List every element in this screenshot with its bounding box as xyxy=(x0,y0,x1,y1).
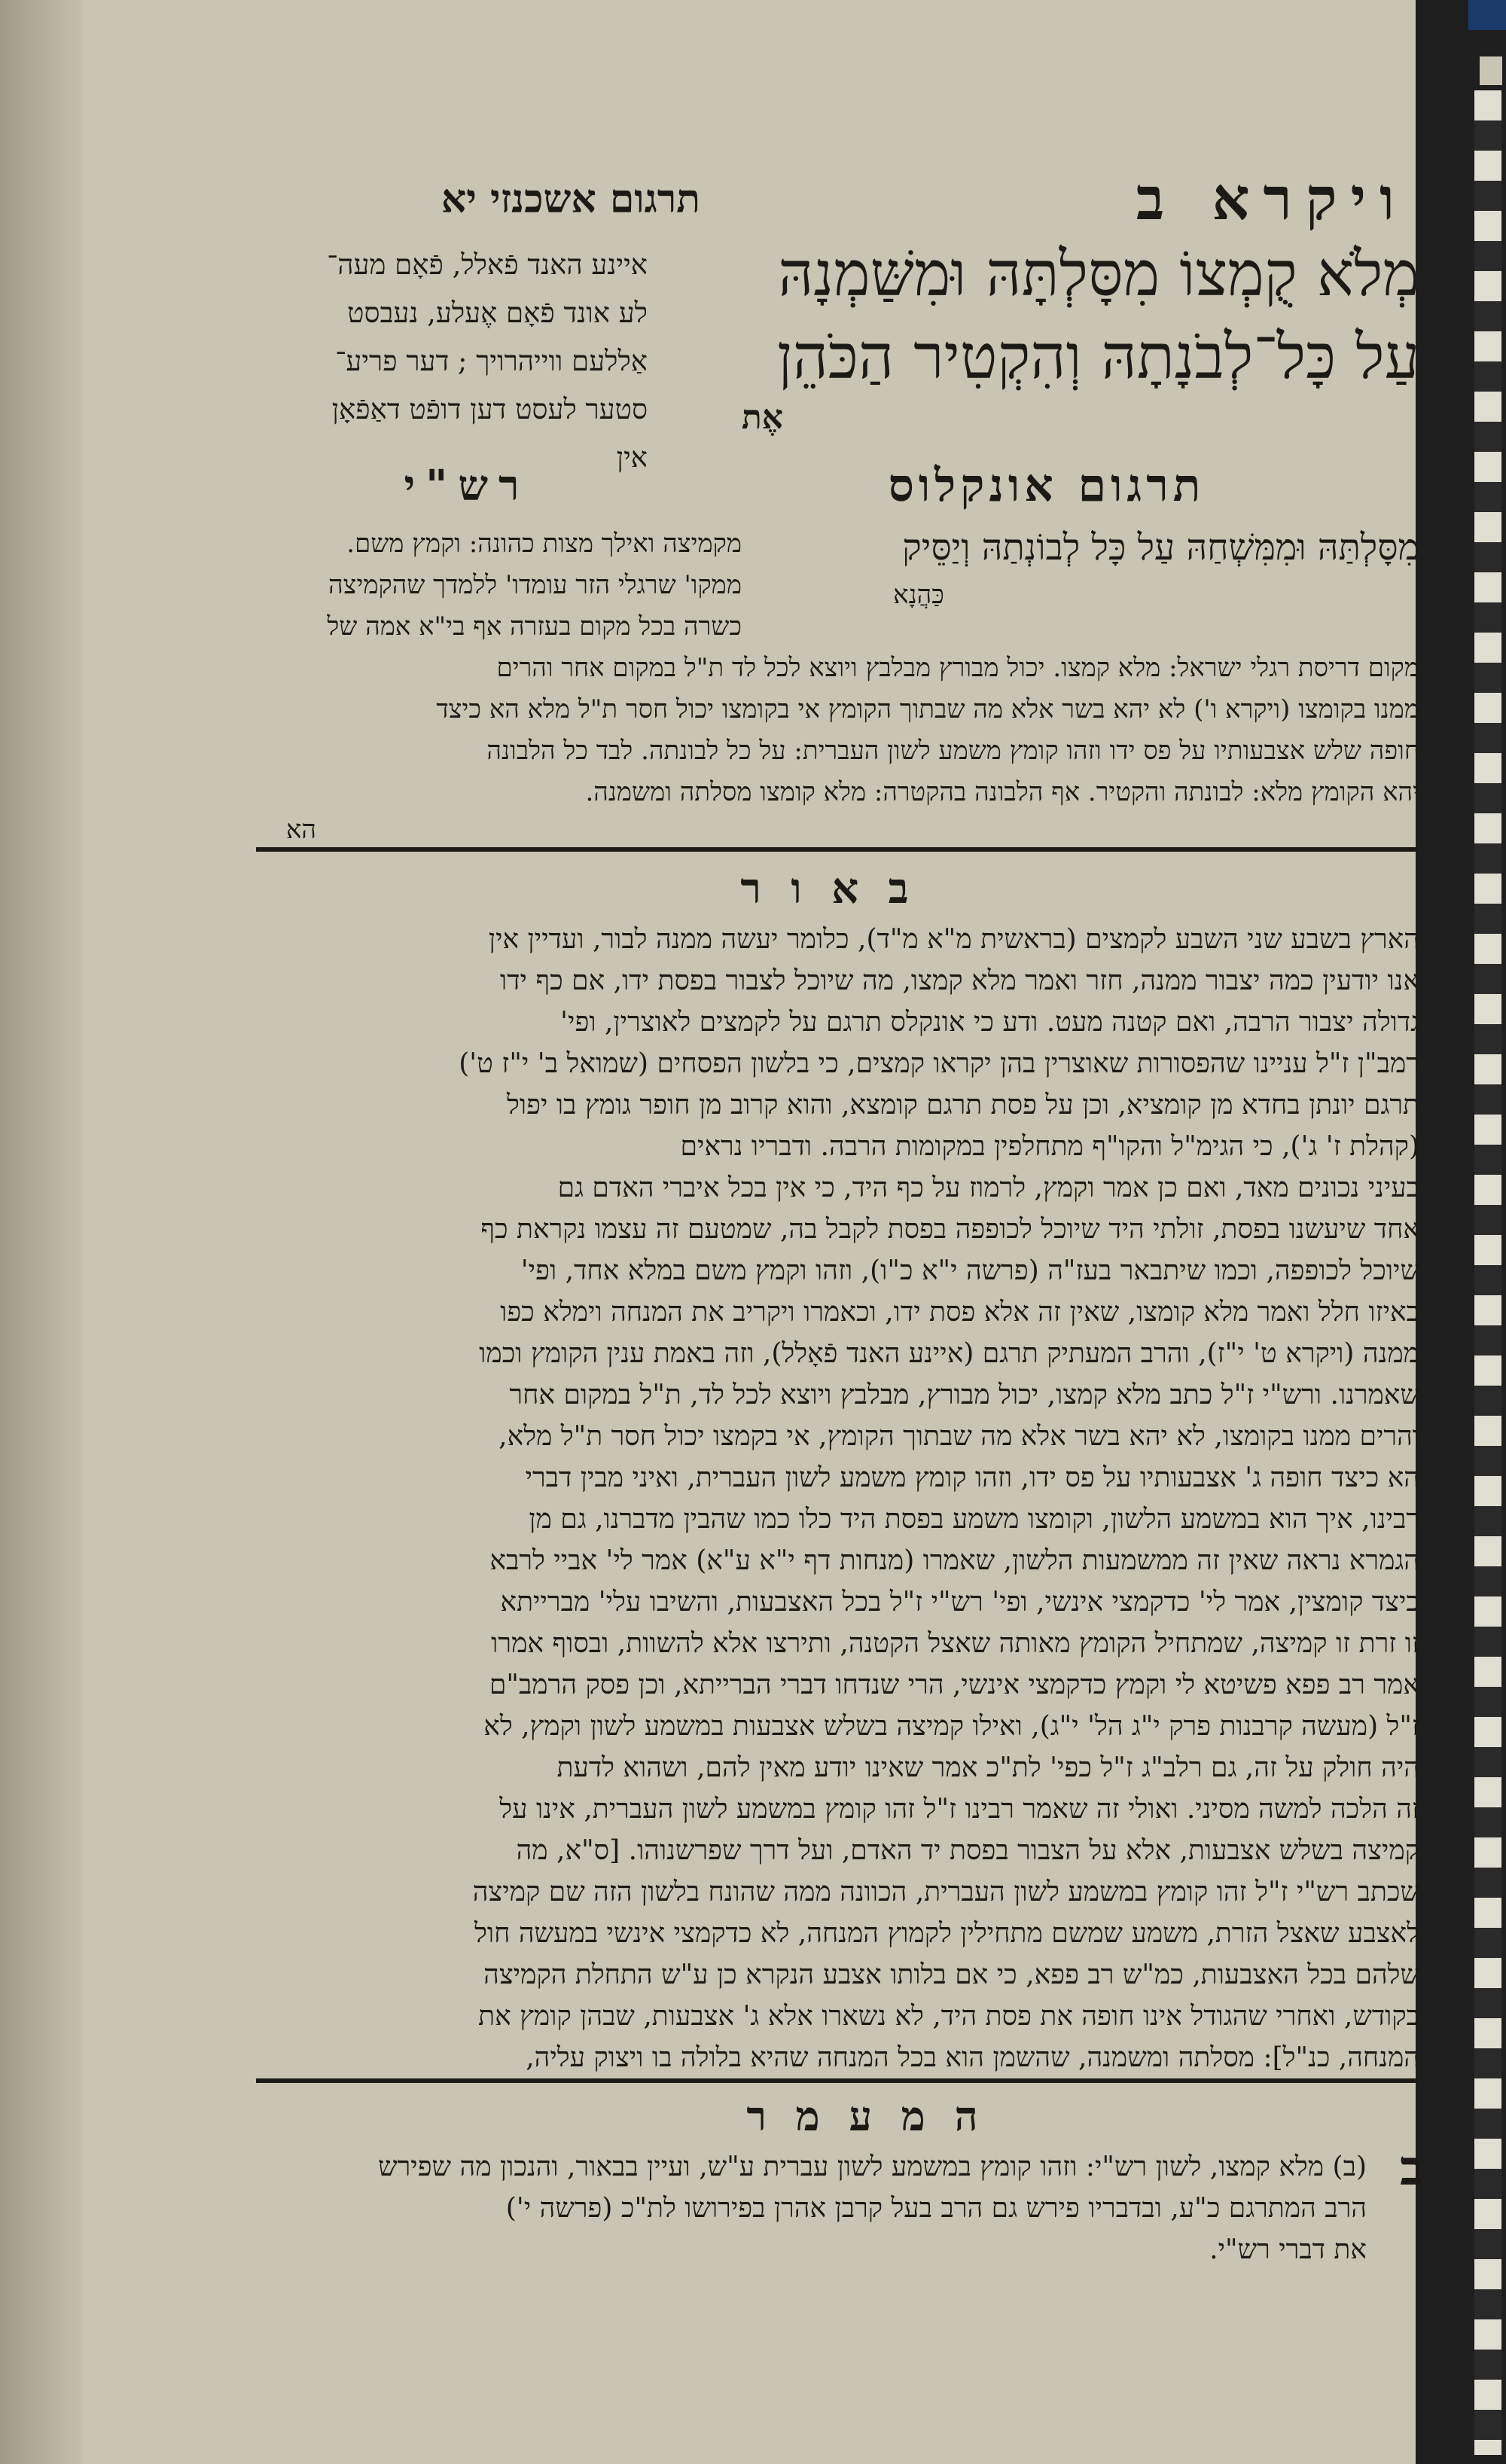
hameamer-title: ה מ ע מ ר xyxy=(746,2092,986,2140)
biur-line: ממנה (ויקרא ט' י"ז), והרב המעתיק תרגם (איינע האנד פֿאָלל), וזה באמת ענין הקומץ וכמו xyxy=(479,1338,1419,1369)
rashi-line: מקמיצה ואילך מצות כהונה: וקמץ משם. xyxy=(346,529,742,559)
book-title: ויקרא ב xyxy=(1136,165,1408,233)
german-line: אַללעם ווייהרויך ; דער פריע־ xyxy=(335,345,648,377)
rashi-title: רש"י xyxy=(404,461,530,511)
divider-rule xyxy=(256,847,1419,852)
pasuk-line-1: מְלֹא קֻמְצוֹ מִסָּלְתָּהּ וּמִשַּׁמְנָהּ xyxy=(778,239,1419,310)
rashi-line: ממקו' שרגלי הזר עומדו' ללמדך שהקמיצה xyxy=(328,570,742,600)
biur-line: שכתב רש"י ז"ל זהו קומץ במשמע לשון העברית, הכוונה ממה שהונח בלשון הזה שם קמיצה xyxy=(472,1877,1419,1907)
biur-commentary xyxy=(241,919,1419,2078)
onkelos-line-2: כַּהֲנָא xyxy=(893,580,944,610)
german-translation-title: תרגום אשכנזי יא xyxy=(441,176,700,222)
onkelos-title: תרגום אונקלוס xyxy=(888,459,1206,512)
biur-line: זו זרת זו קמיצה, שמתחיל הקומץ מאותה שאצל הקטנה, ותירצו אלא להשוות, ובסוף אמרו xyxy=(491,1628,1419,1659)
biur-line: ז"ל (מעשה קרבנות פרק י"ג הל' י"ג), ואילו קמיצה בשלש אצבעות במשמע לשון וקמץ, לא xyxy=(483,1711,1419,1742)
hameamer-line: את דברי רש"י. xyxy=(1209,2234,1367,2265)
rashi-line: חופה שלש אצבעותיו על פס ידו וזהו קומץ משמע לשון העברית: על כל לבונתה. לבד כל הלבונה xyxy=(486,736,1419,766)
biur-line: באיזו חלל ואמר מלא קומצו, שאין זה אלא פסת ידו, וכאמרו ויקריב את המנחה וימלא כפו xyxy=(500,1297,1419,1328)
biur-line: בקודש, ואחרי שהגודל אינו חופה את פסת היד, לא נשארו אלא ג' אצבעות, שבהן קומץ את xyxy=(478,2001,1419,2032)
biur-line: לאצבע שאצל הזרת, משמע שמשם מתחילין לקמוץ המנחה, לא כדקמצי אינשי במעשה חול xyxy=(474,1918,1419,1949)
german-line: סטער לעסט דען דופֿט דאַפֿאָן xyxy=(331,393,648,425)
color-calibration-tab xyxy=(1468,0,1506,30)
biur-line: אחד שיעשנו בפסת, זולתי היד שיוכל לכופפה בפסת לקבל בה, שמטעם זה עצמו נקראת כף xyxy=(480,1214,1419,1245)
pasuk-catchword: אֶת xyxy=(741,398,783,437)
german-line: אין xyxy=(616,441,648,474)
biur-line: בעיני נכונים מאד, ואם כן אמר וקמץ, לרמוז על כף היד, כי אין בכל איברי האדם גם xyxy=(557,1173,1419,1203)
biur-line: הא כיצד חופה ג' אצבעותיו על פס ידו, וזהו קומץ משמע לשון העברית, ואיני מבין דברי xyxy=(525,1462,1419,1493)
biur-line: (קהלת ז' ג'), כי הגימ"ל והקו"ף מתחלפין במקומות הרבה. ודבריו נראים xyxy=(680,1131,1419,1162)
rashi-line: כשרה בכל מקום בעזרה אף בי"א אמה של xyxy=(327,611,742,642)
rashi-line: ממנו בקומצו (ויקרא ו') לא יהא בשר אלא מה שבתוך הקומץ אי בקומצו יכול חסר ת"ל מלא הא כיצד xyxy=(436,694,1419,724)
rashi-line: מקום דריסת רגלי ישראל: מלא קמצו. יכול מבורץ מבלבץ ויוצא לכל לד ת"ל במקום אחר והרים xyxy=(496,653,1419,683)
biur-line: שאמרנו. ורש"י ז"ל כתב מלא קמצו, יכול מבורץ, מבלבץ ויוצא לכל לד, ת"ל במקום אחר xyxy=(509,1380,1419,1410)
biur-line: היה חולק על זה, גם רלב"ג ז"ל כפי' לת"כ אמר שאינו יודע מאין להם, ושהוא לדעת xyxy=(556,1752,1419,1783)
biur-line: המנחה, כנ"ל]: מסלתה ומשמנה, שהשמן הוא בכל המנחה שהיא בלולה בו ויצוק עליה, xyxy=(526,2042,1419,2073)
page-gutter xyxy=(0,0,83,2464)
biur-line: הגמרא נראה שאין זה ממשמעות הלשון, שאמרו (מנחות דף י"א ע"א) אמר לי' אביי לרבא xyxy=(489,1545,1419,1576)
hameamer-line: הרב המתרגם כ"ע, ובדבריו פירש גם הרב בעל קרבן אהרן בפירושו לת"כ (פרשה י') xyxy=(505,2193,1367,2224)
biur-line: שיוכל לכופפה, וכמו שיתבאר בעז"ה (פרשה י"א כ"ו), וזהו וקמץ משם במלא אחד, ופי' xyxy=(520,1255,1419,1286)
biur-line: רבינו, איך הוא במשמע הלשון, וקומצו משמע בפסת היד כלו כמו שהבין מדברנו, גם מן xyxy=(529,1504,1419,1535)
rashi-line: יהא הקומץ מלא: לבונתה והקטיר. אף הלבונה בהקטרה: מלא קומצו מסלתה ומשמנה. xyxy=(585,777,1419,807)
biur-title: ב א ו ר xyxy=(740,864,916,913)
biur-line: והרים ממנו בקומצו, לא יהא בשר אלא מה שבתוך הקומץ, אי בקמצו יכול חסר ת"ל מלא, xyxy=(498,1421,1419,1452)
biur-line: שלהם בכל האצבעות, כמ"ש רב פפא, כי אם בלותו אצבע הנקרא כן ע"ש התחלת הקמיצה xyxy=(483,1959,1419,1990)
hameamer-line: (ב) מלא קמצו, לשון רש"י: וזהו קומץ במשמע לשון עברית ע"ש, ועיין בבאור, והנכון מה שפירש xyxy=(378,2151,1367,2182)
hameamer-marker: ב xyxy=(1400,2140,1423,2197)
biur-line: זה הלכה למשה מסיני. ואולי זה שאמר רבינו ז"ל זהו קומץ במשמע לשון העברית, אינו על xyxy=(499,1794,1419,1825)
pasuk-line-2: עַל כָּל־לְבֹנָתָהּ וְהִקְטִיר הַכֹּהֵן xyxy=(776,322,1419,393)
german-line: לע אונד פֿאָם אֶעלע, נעבסט xyxy=(347,297,648,329)
biur-line: גדולה יצבור הרבה, ואם קטנה מעט. ודע כי אונקלס תרגם על לקמצים לאוצרין, ופי' xyxy=(560,1007,1419,1038)
biur-line: תרגם יונתן בחדא מן קומציא, וכן על פסת תרגם קומצא, והוא קרוב מן חופר גומץ בו יפול xyxy=(507,1090,1419,1121)
biur-line: אנו יודעין כמה יצבור ממנה, חזר ואמר מלא קמצו, מה שיוכל לצבור בפסת ידו, אם כף ידו xyxy=(500,965,1419,996)
biur-line: הארץ בשבע שני השבע לקמצים (בראשית מ"א מ"ד), כלומר יעשה ממנה לבור, ועדיין אין xyxy=(488,924,1419,955)
biur-line: אמר רב פפא פשיטא לי וקמץ כדקמצי אינשי, הרי שנדחו דברי הברייתא, וכן פסק הרמב"ם xyxy=(489,1670,1419,1700)
german-line: איינע האנד פֿאלל, פֿאָם מעה־ xyxy=(327,249,648,281)
calibration-tab xyxy=(1480,56,1502,85)
measurement-scale xyxy=(1474,90,1501,2455)
biur-line: רמב"ן ז"ל עניינו שהפסורות שאוצרין בהן יקראו קמצים, כי בלשון הפסחים (שמואל ב' י"ז ט') xyxy=(459,1048,1419,1079)
onkelos-line-1: מִסָּלְתַּהּ וּמִמִּשְׁחַהּ עַל כָּל לְבוֹנְתַהּ וְיַסֵּיק xyxy=(902,526,1419,569)
rashi-trailing-word: הא xyxy=(286,815,316,845)
biur-line: קמיצה בשלש אצבעות, אלא על הצבור בפסת יד האדם, ועל דרך שפרשנוהו. [ס"א, מה xyxy=(516,1835,1419,1866)
biur-line: כיצד קומצין, אמר לי' כדקמצי אינשי, ופי' רש"י ז"ל בכל האצבעות, והשיבו עלי' מברייתא xyxy=(500,1587,1419,1618)
divider-rule xyxy=(256,2078,1419,2083)
